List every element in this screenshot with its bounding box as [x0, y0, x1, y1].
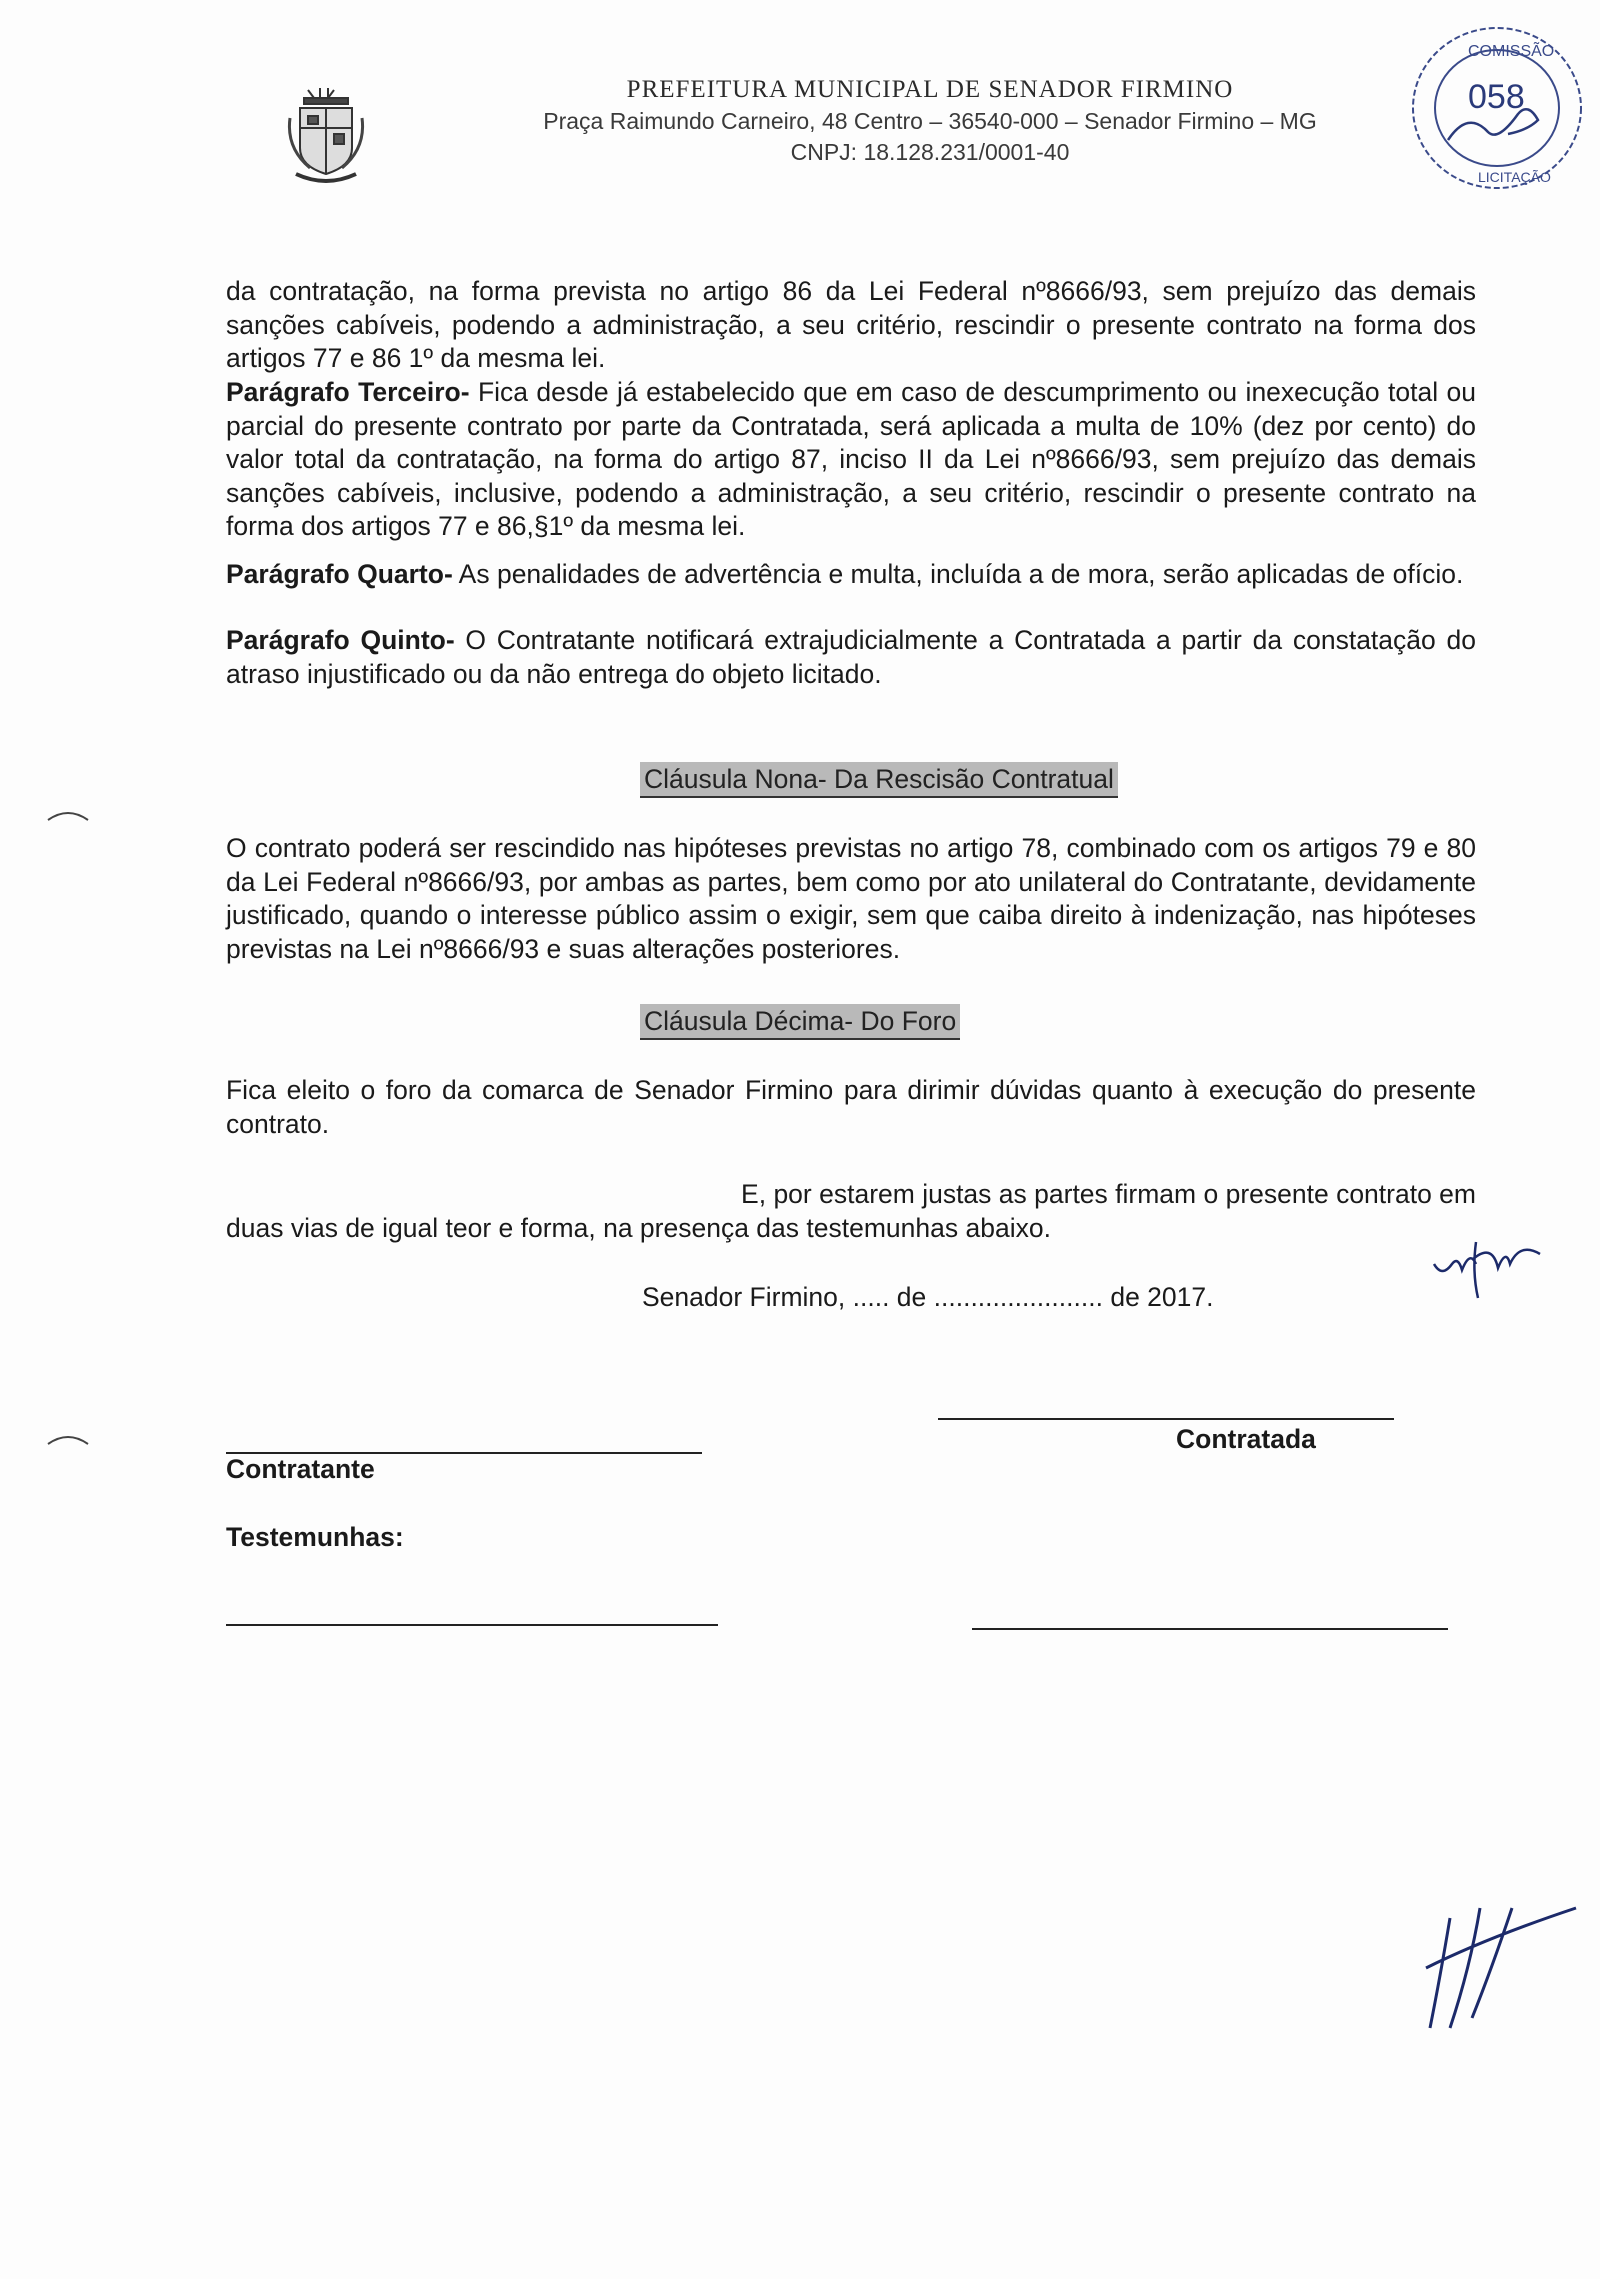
clause-nona-heading: Cláusula Nona- Da Rescisão Contratual — [640, 762, 1118, 798]
closing-line-1: E, por estarem justas as partes firmam o presente contrato em — [741, 1179, 1476, 1209]
clause-nona-body — [226, 832, 1476, 966]
paragraph-quinto-label: Parágrafo Quinto- — [226, 625, 455, 655]
contratada-signature-line — [938, 1418, 1394, 1420]
letterhead-address: Praça Raimundo Carneiro, 48 Centro – 36540-000 – Senador Firmino – MG — [543, 108, 1317, 134]
paragraph-terceiro — [226, 376, 1476, 544]
paragraph-terceiro-label: Parágrafo Terceiro- — [226, 377, 470, 407]
clause-decima-text: Fica eleito o foro da comarca de Senador Firmino para dirimir dúvidas quanto à execução do presente contrato. — [226, 1075, 1476, 1139]
contratante-label: Contratante — [226, 1454, 375, 1484]
paragraph-quinto — [226, 624, 1476, 691]
stamp-number: 058 — [1468, 78, 1525, 116]
paragraph-intro — [226, 275, 1476, 376]
stamp-bottom-text: LICITAÇÃO — [1478, 169, 1551, 185]
stamp-top-text: COMISSÃO — [1468, 43, 1555, 60]
contratada-label: Contratada — [1176, 1424, 1316, 1454]
letterhead-title: PREFEITURA MUNICIPAL DE SENADOR FIRMINO — [626, 76, 1234, 103]
witness-1-signature-line — [226, 1624, 718, 1626]
paragraph-quarto-text: As penalidades de advertência e multa, incluída a de mora, serão aplicadas de ofício. — [452, 559, 1464, 589]
bottom-signature-scribble — [1420, 1898, 1580, 2038]
margin-mark — [44, 1424, 94, 1454]
clause-decima-body — [226, 1074, 1476, 1141]
testemunhas-label: Testemunhas: — [226, 1522, 404, 1552]
letterhead — [440, 76, 1420, 166]
closing-paragraph — [226, 1178, 1476, 1245]
paragraph-quarto-label: Parágrafo Quarto- — [226, 559, 453, 589]
letterhead-cnpj: CNPJ: 18.128.231/0001-40 — [790, 139, 1070, 165]
paragraph-intro-text: da contratação, na forma prevista no artigo 86 da Lei Federal nº8666/93, sem prejuízo das demais sanções cabíveis, podendo a administração, a seu critério, rescindir o presente contrato na forma dos artigos 77 e 86 1º da mesma lei. — [226, 276, 1476, 373]
clause-nona-text: O contrato poderá ser rescindido nas hipóteses previstas no artigo 78, combinado com os artigos 79 e 80 da Lei Federal nº8666/93, por ambas as partes, bem como por ato unilateral do Contratante, devidamente justificado, quando o interesse público assim o exigir, sem que caiba direito à indenização, nas hipóteses previstas na Lei nº8666/93 e suas alterações posteriores. — [226, 833, 1476, 964]
paragraph-terceiro-text: Fica desde já estabelecido que em caso de descumprimento ou inexecução total ou parcial do presente contrato por parte da Contratada, será aplicada a multa de 10% (dez por cento) do valor total da contratação, na forma do artigo 87, inciso II da Lei nº8666/93, sem prejuízo das demais sanções cabíveis, inclusive, podendo a administração, a seu critério, rescindir o presente contrato na forma dos artigos 77 e 86,§1º da mesma lei. — [226, 377, 1476, 541]
paragraph-quarto — [226, 558, 1476, 592]
commission-stamp — [1408, 22, 1586, 194]
paragraph-quinto-text: O Contratante notificará extrajudicialmente a Contratada a partir da constatação do atraso injustificado ou da não entrega do objeto licitado. — [226, 625, 1476, 689]
closing-line-2: duas vias de igual teor e forma, na presença das testemunhas abaixo. — [226, 1212, 1051, 1243]
margin-mark — [44, 800, 94, 830]
handwritten-initials — [1428, 1212, 1548, 1302]
witness-2-signature-line — [972, 1628, 1448, 1630]
date-line: Senador Firmino, ..... de ....................... de 2017. — [642, 1282, 1214, 1312]
coat-of-arms-emblem — [282, 78, 370, 188]
clause-decima-heading: Cláusula Décima- Do Foro — [640, 1004, 960, 1040]
